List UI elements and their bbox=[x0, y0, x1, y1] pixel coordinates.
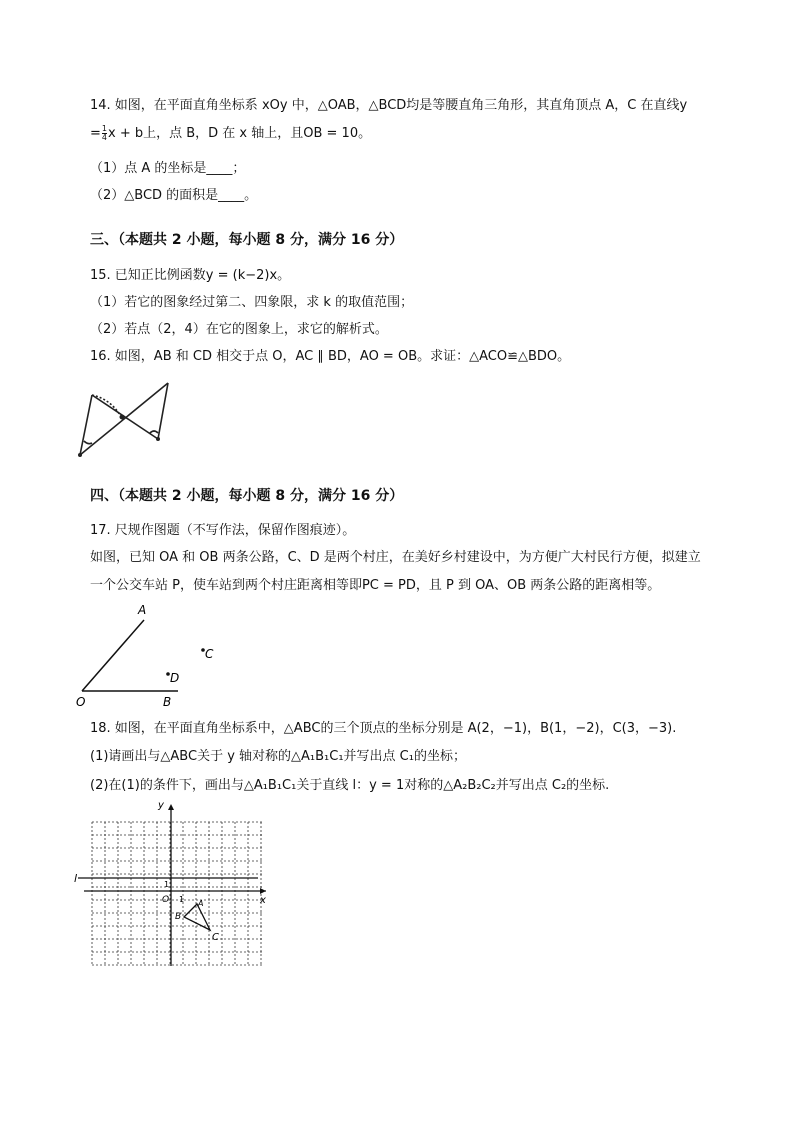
q14-part1: （1）点 A 的坐标是____； bbox=[90, 161, 246, 176]
q14-part2: （2）△BCD 的面积是____。 bbox=[90, 188, 258, 203]
q16-point-b bbox=[156, 437, 160, 441]
q14-eq-prefix: = bbox=[90, 126, 101, 141]
q18-line1: 18. 如图，在平面直角坐标系中，△ABC的三个顶点的坐标分别是 A(2，−1)，B(1，−2)，C(3，−3). bbox=[90, 721, 677, 736]
q14-frac-den: 4 bbox=[101, 133, 107, 142]
q18-y-axis-arrow bbox=[168, 804, 174, 810]
q16-angle-mark-c bbox=[84, 441, 92, 444]
q14-fraction bbox=[102, 125, 107, 142]
q14-line1: 14. 如图，在平面直角坐标系 xOy 中，△OAB，△BCD均是等腰直角三角形，其直角顶点 A，C 在直线y bbox=[90, 98, 688, 113]
q15-line1: 15. 已知正比例函数y = (k−2)x。 bbox=[90, 268, 291, 283]
q16-segment-bd bbox=[158, 383, 168, 439]
q16-segment-cd bbox=[80, 383, 168, 455]
q18-label-y: y bbox=[158, 800, 164, 811]
q17-line2: 如图，已知 OA 和 OB 两条公路，C、D 是两个村庄，在美好乡村建设中，为方便广大村民行方便，拟建立 bbox=[90, 550, 701, 565]
q14-frac-num: 1 bbox=[101, 124, 107, 133]
q18-grid-figure bbox=[70, 800, 275, 972]
q16-angle-mark-b bbox=[150, 431, 158, 433]
section-3-heading: 三、（本题共 2 小题，每小题 8 分，满分 16 分） bbox=[90, 232, 404, 248]
q18-line2: (1)请画出与△ABC关于 y 轴对称的△A₁B₁C₁并写出点 C₁的坐标； bbox=[90, 749, 466, 764]
q16-point-o bbox=[120, 415, 125, 420]
q17-line3: 一个公交车站 P，使车站到两个村庄距离相等即PC = PD，且 P 到 OA、OB 两条公路的距离相等。 bbox=[90, 578, 661, 593]
q18-line3: (2)在(1)的条件下，画出与△A₁B₁C₁关于直线 l：y = 1对称的△A₂B₂C₂并写出点 C₂的坐标. bbox=[90, 778, 610, 793]
q18-label-a: A bbox=[198, 899, 204, 908]
q18-label-l: l bbox=[74, 872, 78, 885]
q17-label-d: D bbox=[170, 671, 180, 685]
q18-label-one-y: 1 bbox=[164, 880, 170, 889]
q16-point-c bbox=[78, 453, 82, 457]
q18-label-b: B bbox=[175, 912, 182, 922]
q18-label-origin: O bbox=[162, 895, 170, 905]
q18-label-x: x bbox=[260, 895, 266, 906]
q16-figure bbox=[70, 375, 200, 465]
q15-part2: （2）若点（2，4）在它的图象上，求它的解析式。 bbox=[90, 322, 388, 337]
q18-x-axis-arrow bbox=[260, 888, 266, 894]
q15-part1: （1）若它的图象经过第二、四象限，求 k 的取值范围； bbox=[90, 295, 414, 310]
q17-label-a: A bbox=[138, 603, 147, 617]
q16-line1: 16. 如图，AB 和 CD 相交于点 O，AC ∥ BD，AO = OB。求证：△ACO≌△BDO。 bbox=[90, 349, 571, 364]
q17-label-o: O bbox=[76, 695, 86, 709]
q14-line2 bbox=[90, 124, 371, 144]
q18-dashed-grid bbox=[92, 822, 262, 966]
q17-line1: 17. 尺规作图题（不写作法，保留作图痕迹）。 bbox=[90, 523, 356, 538]
q17-road-oa bbox=[82, 620, 144, 691]
q17-label-c: C bbox=[205, 647, 214, 661]
q17-label-b: B bbox=[163, 695, 172, 709]
q16-segment-ab bbox=[92, 395, 158, 439]
q14-eq-rest: x + b上，点 B，D 在 x 轴上，且OB = 10。 bbox=[108, 126, 372, 141]
section-4-heading: 四、（本题共 2 小题，每小题 8 分，满分 16 分） bbox=[90, 488, 404, 504]
q18-label-one-x: 1 bbox=[179, 895, 185, 904]
q17-figure bbox=[70, 598, 230, 710]
q18-label-c: C bbox=[212, 932, 219, 943]
